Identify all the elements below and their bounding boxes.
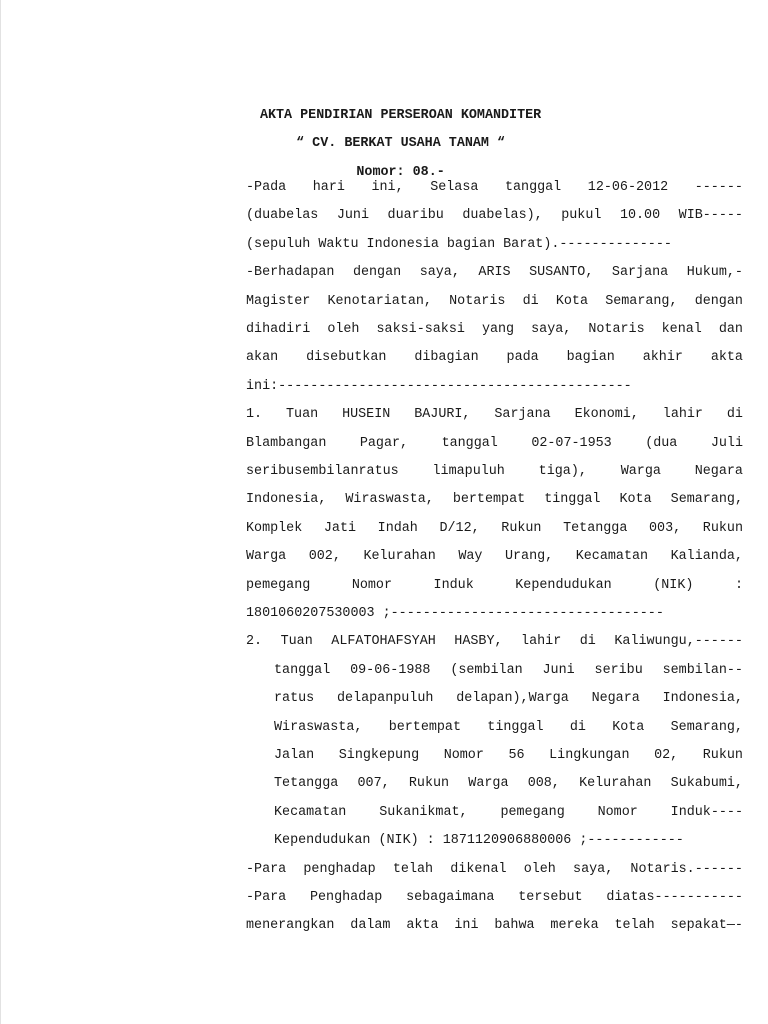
line-word: Nomor xyxy=(443,748,484,763)
line-word: -Pada xyxy=(246,180,287,195)
line-word: Rukun xyxy=(702,748,743,763)
line-word: Kota xyxy=(612,719,645,735)
document-line xyxy=(246,860,743,880)
line-word: Negara xyxy=(591,691,640,707)
line-word: disebutkan xyxy=(306,350,387,366)
line-word: Tuan xyxy=(280,634,313,650)
line-word: Kependudukan xyxy=(515,577,612,593)
document-line xyxy=(246,235,743,255)
line-word: 02, xyxy=(654,748,679,763)
line-word: yang xyxy=(481,322,515,337)
line-word: 12-06-2012 xyxy=(587,180,669,195)
line-word: dengan xyxy=(352,265,402,281)
line-word: saya, xyxy=(573,861,614,877)
line-word: Ekonomi, xyxy=(574,407,639,423)
line-word: Rukun xyxy=(501,520,542,536)
line-word: sepakat—- xyxy=(670,918,743,934)
line-word: Warga xyxy=(620,464,661,479)
document-line xyxy=(274,831,743,851)
line-word: Kalianda, xyxy=(670,549,743,565)
line-word: tiga), xyxy=(538,464,587,479)
line-word: lahir xyxy=(662,407,703,423)
line-word: delapanpuluh xyxy=(337,691,434,707)
line-word: tersebut xyxy=(518,890,583,905)
document-line xyxy=(246,320,743,340)
document-line xyxy=(246,348,743,368)
line-word: Jalan xyxy=(274,748,315,763)
line-word: ALFATOHAFSYAH xyxy=(331,634,436,650)
line-word: pemegang xyxy=(246,577,311,593)
line-word: duabelas), xyxy=(462,208,543,224)
line-word: oleh xyxy=(523,861,556,877)
line-word: Kelurahan xyxy=(363,549,436,565)
line-word: tanggal xyxy=(274,662,331,678)
line-word: Magister xyxy=(246,293,311,309)
line-word: limapuluh xyxy=(432,464,505,479)
line-word: di xyxy=(726,407,743,423)
document-line xyxy=(246,576,743,596)
line-word: 003, xyxy=(649,520,682,536)
document-line xyxy=(246,519,743,539)
line-word: oleh xyxy=(327,322,360,337)
document-line xyxy=(246,632,743,652)
line-word: duaribu xyxy=(387,208,444,224)
line-word: sembilan-- xyxy=(662,662,743,678)
line-word: Notaris xyxy=(588,322,645,337)
line-word: ------ xyxy=(694,180,743,195)
line-word: tinggal xyxy=(544,492,601,508)
line-word: saksi-saksi xyxy=(376,322,465,337)
line-word: Kelurahan xyxy=(579,776,652,792)
document-line xyxy=(246,547,743,567)
line-word: Kota xyxy=(619,492,652,508)
line-word: dengan xyxy=(694,293,743,309)
document-line xyxy=(246,888,743,908)
line-word: -Para xyxy=(246,890,287,905)
line-word: menerangkan xyxy=(246,918,335,934)
line-word: 02-07-1953 xyxy=(531,435,612,451)
line-word: Semarang, xyxy=(605,293,678,309)
line-word: sebagaimana xyxy=(406,890,495,905)
line-word: Sarjana xyxy=(494,407,551,423)
line-word: ini, xyxy=(371,180,404,195)
line-text: (sepuluh Waktu Indonesia bagian Barat).-------------- xyxy=(246,236,672,252)
line-word: HASBY, xyxy=(454,634,503,650)
line-word: Way xyxy=(458,549,483,565)
line-word: delapan),Warga xyxy=(456,691,569,707)
line-word: (dua xyxy=(645,435,678,451)
line-word: Nomor xyxy=(351,577,393,593)
line-word: tinggal xyxy=(487,719,544,735)
line-word: Juni xyxy=(336,208,370,224)
line-word: BAJURI, xyxy=(414,407,471,423)
document-line xyxy=(274,746,743,766)
line-word: Juli xyxy=(710,435,743,451)
line-word: Tetangga xyxy=(563,520,628,536)
line-word: akta xyxy=(406,918,439,934)
line-word: (NIK) xyxy=(653,577,694,593)
line-word: Juni xyxy=(542,662,575,678)
line-word: Semarang, xyxy=(670,492,743,508)
line-word: bagian xyxy=(566,350,615,366)
line-word: Induk xyxy=(433,577,474,593)
line-text: Kependudukan (NIK) : 1871120906880006 ;------------ xyxy=(274,833,684,849)
line-word: Selasa xyxy=(430,180,479,195)
line-word: ini xyxy=(454,918,479,934)
line-word: dalam xyxy=(350,918,391,934)
line-word: pukul xyxy=(561,208,602,224)
line-text: 1801060207530003 ;---------------------------------- xyxy=(246,606,664,621)
line-word: Notaris.------ xyxy=(630,861,743,877)
line-word: hari xyxy=(312,180,345,195)
line-word: Tetangga xyxy=(274,776,339,792)
line-word: Indah xyxy=(377,520,418,536)
document-line xyxy=(274,803,743,823)
line-word: SUSANTO, xyxy=(529,265,594,281)
document-line xyxy=(246,462,743,482)
line-word: : xyxy=(734,577,743,593)
line-word: 1. xyxy=(246,407,263,423)
line-word: Semarang, xyxy=(670,719,743,735)
line-word: Indonesia, xyxy=(246,492,327,508)
line-word: lahir xyxy=(521,634,562,650)
line-text: ini:-------------------------------------------- xyxy=(246,378,632,394)
document-line xyxy=(246,434,743,454)
line-word: Rukun xyxy=(408,776,450,792)
line-word: Wiraswasta, xyxy=(345,492,434,508)
line-word: saya, xyxy=(531,322,572,337)
document-line xyxy=(274,718,743,738)
line-word: Warga xyxy=(246,549,287,565)
line-word: Urang, xyxy=(504,549,554,565)
document-line xyxy=(246,377,743,397)
line-word: tanggal xyxy=(504,180,562,195)
line-word: Kenotariatan, xyxy=(327,293,432,309)
title-line-2: “ CV. BERKAT USAHA TANAM “ xyxy=(296,136,506,151)
line-word: dibagian xyxy=(414,350,479,366)
line-word: Pagar, xyxy=(359,435,409,451)
line-word: ratus xyxy=(274,691,315,707)
line-word: Negara xyxy=(694,464,743,479)
line-word: Nomor xyxy=(597,804,638,820)
line-word: Penghadap xyxy=(309,890,383,905)
line-word: dikenal xyxy=(450,861,507,877)
line-word: 10.00 xyxy=(619,208,661,224)
line-word: telah xyxy=(392,861,434,877)
line-word: akan xyxy=(246,350,279,366)
line-word: 56 xyxy=(508,748,525,763)
line-word: di xyxy=(579,634,596,650)
line-word: dihadiri xyxy=(246,322,311,337)
line-word: kenal xyxy=(661,322,702,337)
line-word: akta xyxy=(710,350,743,366)
line-word: saya, xyxy=(419,265,460,281)
line-word: Notaris xyxy=(449,293,506,309)
line-word: bertempat xyxy=(452,492,526,508)
line-word: D/12, xyxy=(439,520,480,536)
line-word: akhir xyxy=(642,350,683,366)
line-word: pemegang xyxy=(500,804,565,820)
line-word: Sarjana xyxy=(611,265,669,281)
line-word: bertempat xyxy=(388,719,462,735)
line-word: Warga xyxy=(468,776,509,792)
document-line xyxy=(246,206,743,226)
document-line xyxy=(246,490,743,510)
line-word: Jati xyxy=(323,520,357,536)
line-word: 09-06-1988 xyxy=(350,662,431,678)
document-line xyxy=(246,292,743,312)
line-word: 2. xyxy=(246,634,263,650)
document-line xyxy=(246,263,743,283)
line-word: Komplek xyxy=(246,520,303,536)
line-word: HUSEIN xyxy=(342,407,391,423)
document-line xyxy=(274,689,743,709)
document-line xyxy=(274,661,743,681)
line-word: (sembilan xyxy=(450,662,523,678)
line-word: Kota xyxy=(555,293,588,309)
line-word: Sukabumi, xyxy=(670,776,743,792)
line-word: Wiraswasta, xyxy=(274,719,363,735)
line-word: di xyxy=(522,293,539,309)
line-word: -Berhadapan xyxy=(246,265,335,281)
line-word: pada xyxy=(506,350,539,366)
line-word: dan xyxy=(718,322,743,337)
line-word: Kecamatan xyxy=(575,549,649,565)
line-word: 007, xyxy=(357,776,390,792)
line-word: Kaliwungu,------ xyxy=(614,634,743,650)
line-word: Indonesia, xyxy=(662,691,743,707)
line-word: (duabelas xyxy=(246,208,319,224)
line-word: diatas----------- xyxy=(606,890,743,905)
line-word: ARIS xyxy=(478,265,511,281)
line-word: di xyxy=(569,719,586,735)
line-word: Lingkungan xyxy=(549,748,630,763)
line-word: WIB----- xyxy=(678,208,743,224)
line-word: seribu xyxy=(594,662,643,678)
line-word: Kecamatan xyxy=(274,804,347,820)
document-line xyxy=(246,916,743,936)
line-word: penghadap xyxy=(303,861,376,877)
line-word: tanggal xyxy=(441,435,498,451)
document-line xyxy=(246,178,743,198)
document-line xyxy=(246,604,743,624)
line-word: mereka xyxy=(550,918,599,934)
line-word: Induk---- xyxy=(670,804,743,820)
title-line-1: AKTA PENDIRIAN PERSEROAN KOMANDITER xyxy=(259,108,542,123)
line-word: Rukun xyxy=(702,520,743,536)
document-line xyxy=(274,774,743,794)
line-word: Singkepung xyxy=(338,748,420,763)
line-word: -Para xyxy=(246,861,287,877)
title-line-3: Nomor: 08.- xyxy=(356,165,445,180)
document-line xyxy=(246,405,743,425)
line-word: seribusembilanratus xyxy=(246,464,399,479)
line-word: Hukum,- xyxy=(686,265,743,281)
line-word: Sukanikmat, xyxy=(379,804,468,820)
line-word: 008, xyxy=(527,776,560,792)
line-word: bahwa xyxy=(494,918,535,934)
line-word: 002, xyxy=(308,549,341,565)
line-word: telah xyxy=(614,918,655,934)
line-word: Blambangan xyxy=(246,435,327,451)
line-word: Tuan xyxy=(286,407,319,423)
